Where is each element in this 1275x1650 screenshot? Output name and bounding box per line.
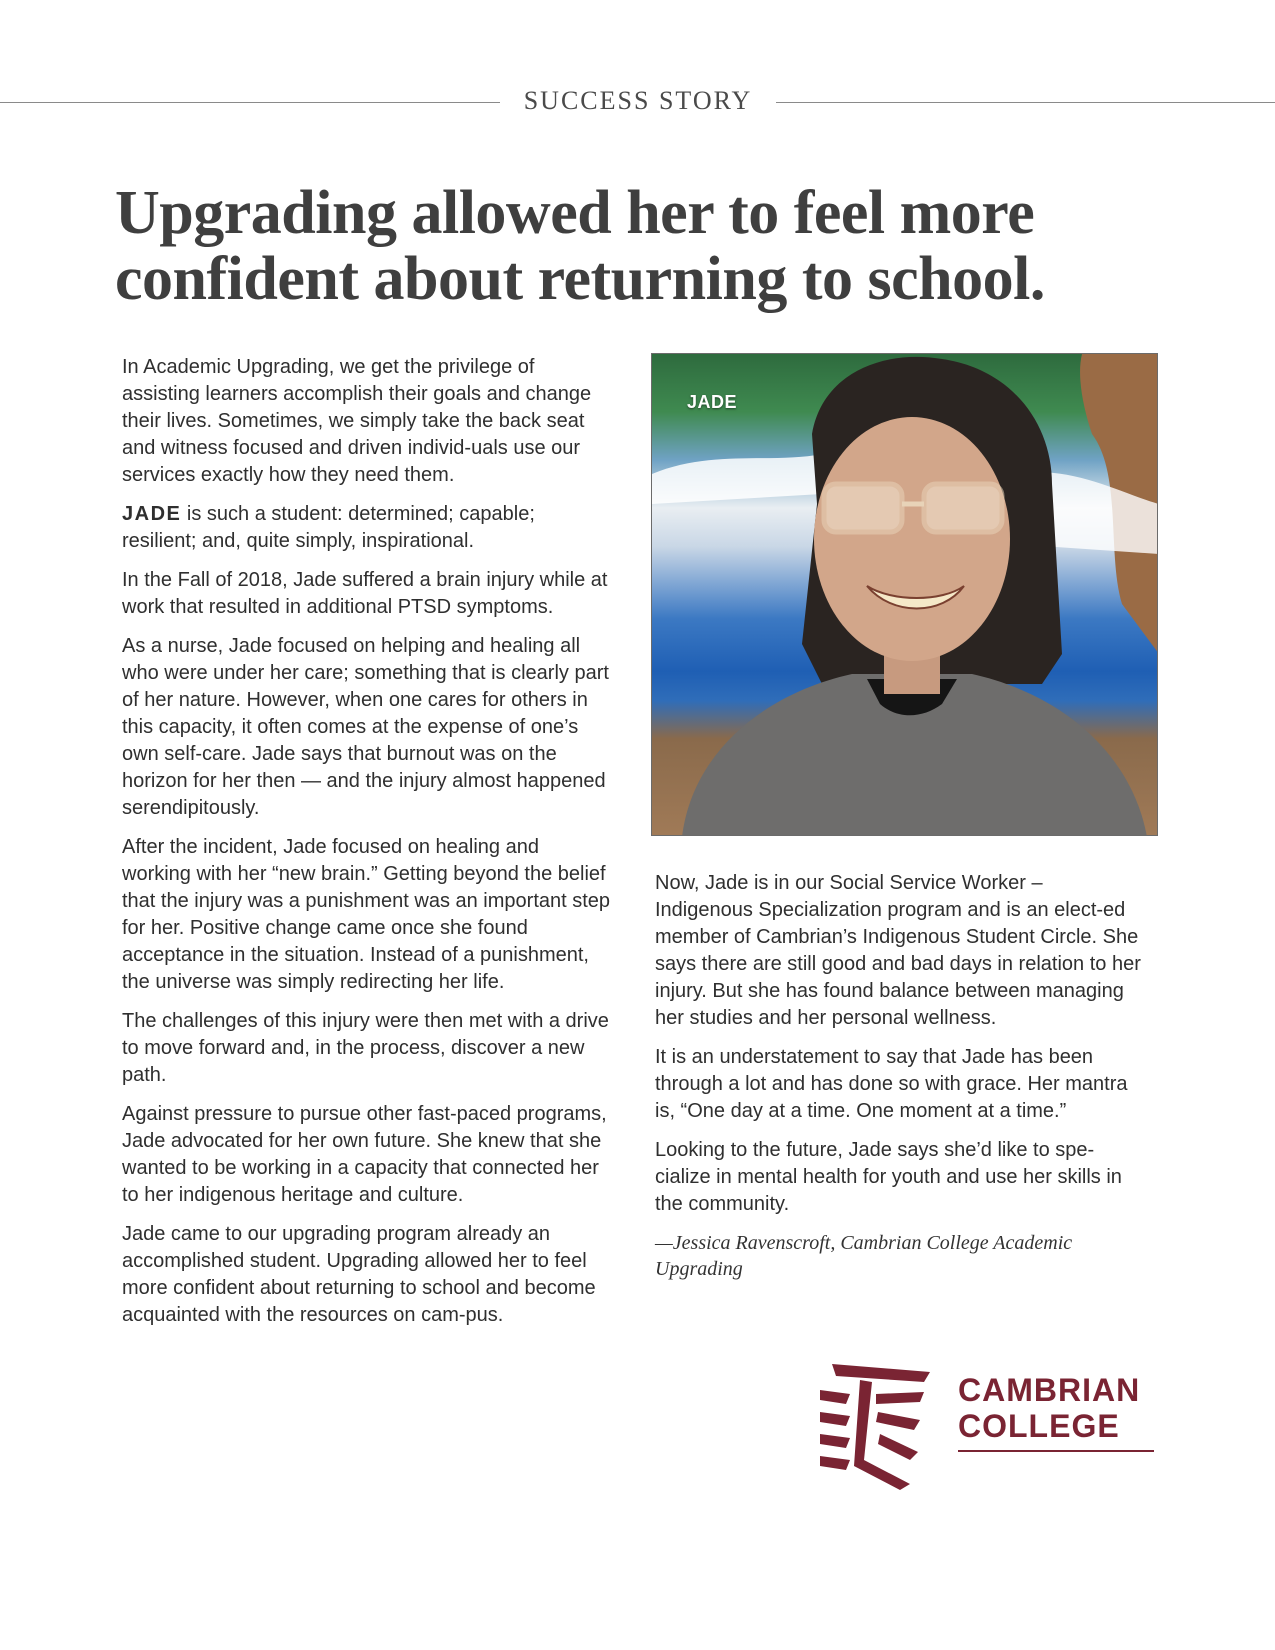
logo-line-1: CAMBRIAN	[958, 1372, 1141, 1408]
right-column	[655, 870, 1145, 1294]
paragraph-text: is such a student: determined; capable; resilient; and, quite simply, inspirational.	[122, 503, 535, 552]
paragraph: In Academic Upgrading, we get the privilege of assisting learners accomplish their goals and change their lives. Sometimes, we simply take the back seat and witness focused and driven individ-uals use our services exactly how they need them.	[122, 356, 592, 486]
title-line-1: Upgrading allowed her to feel more	[115, 179, 1035, 247]
paragraph: After the incident, Jade focused on healing and working with her “new brain.” Getting beyond the belief that the injury was a punishment was an important step for her. Positive change came once she found acceptance in the situation. Instead of a punishment, the universe was simply redirecting her life.	[122, 836, 611, 993]
paragraph: It is an understatement to say that Jade has been through a lot and has done so with grace. Her mantra is, “One day at a time. One moment at a time.”	[655, 1046, 1128, 1122]
header-rule-right	[776, 102, 1275, 103]
paragraph: The challenges of this injury were then met with a drive to move forward and, in the process, discover a new path.	[122, 1010, 609, 1086]
page-title	[115, 180, 1175, 312]
photo-caption: JADE	[687, 392, 738, 412]
author-signature: —Jessica Ravenscroft, Cambrian College Academic Upgrading	[655, 1232, 1073, 1280]
paragraph: Looking to the future, Jade says she’d like to spe-cialize in mental health for youth and use her skills in the community.	[655, 1139, 1122, 1215]
portrait-illustration	[652, 354, 1158, 836]
paragraph: Now, Jade is in our Social Service Worker – Indigenous Specialization program and is an elect-ed member of Cambrian’s Indigenous Student Circle. She says there are still good and bad days in relation to her injury. But she has found balance between managing her studies and her personal wellness.	[655, 872, 1141, 1029]
cambrian-feather-icon	[820, 1360, 940, 1490]
section-label: SUCCESS STORY	[523, 86, 753, 115]
left-column	[122, 354, 612, 1341]
logo-line-2: COLLEGE	[958, 1408, 1120, 1444]
cambrian-college-logo	[820, 1360, 1160, 1490]
paragraph: Against pressure to pursue other fast-paced programs, Jade advocated for her own future. She knew that she wanted to be working in a capacity that connected her to her indigenous heritage and culture.	[122, 1103, 607, 1206]
logo-underline	[958, 1450, 1154, 1452]
paragraph: Jade came to our upgrading program already an accomplished student. Upgrading allowed her to feel more confident about returning to school and become acquainted with the resources on cam-pus.	[122, 1223, 596, 1326]
logo-wordmark	[958, 1372, 1140, 1444]
paragraph: In the Fall of 2018, Jade suffered a brain injury while at work that resulted in additional PTSD symptoms.	[122, 569, 608, 618]
paragraph: As a nurse, Jade focused on helping and healing all who were under her care; something that is clearly part of her nature. However, when one cares for others in this capacity, it often comes at the expense of one’s own self-care. Jade says that burnout was on the horizon for her then — and the injury almost happened serendipitously.	[122, 635, 609, 819]
portrait-photo	[651, 353, 1158, 836]
header-rule-left	[0, 102, 500, 103]
student-name-lead: JADE	[122, 503, 182, 525]
title-line-2: confident about returning to school.	[115, 245, 1045, 313]
paragraph	[122, 501, 612, 555]
